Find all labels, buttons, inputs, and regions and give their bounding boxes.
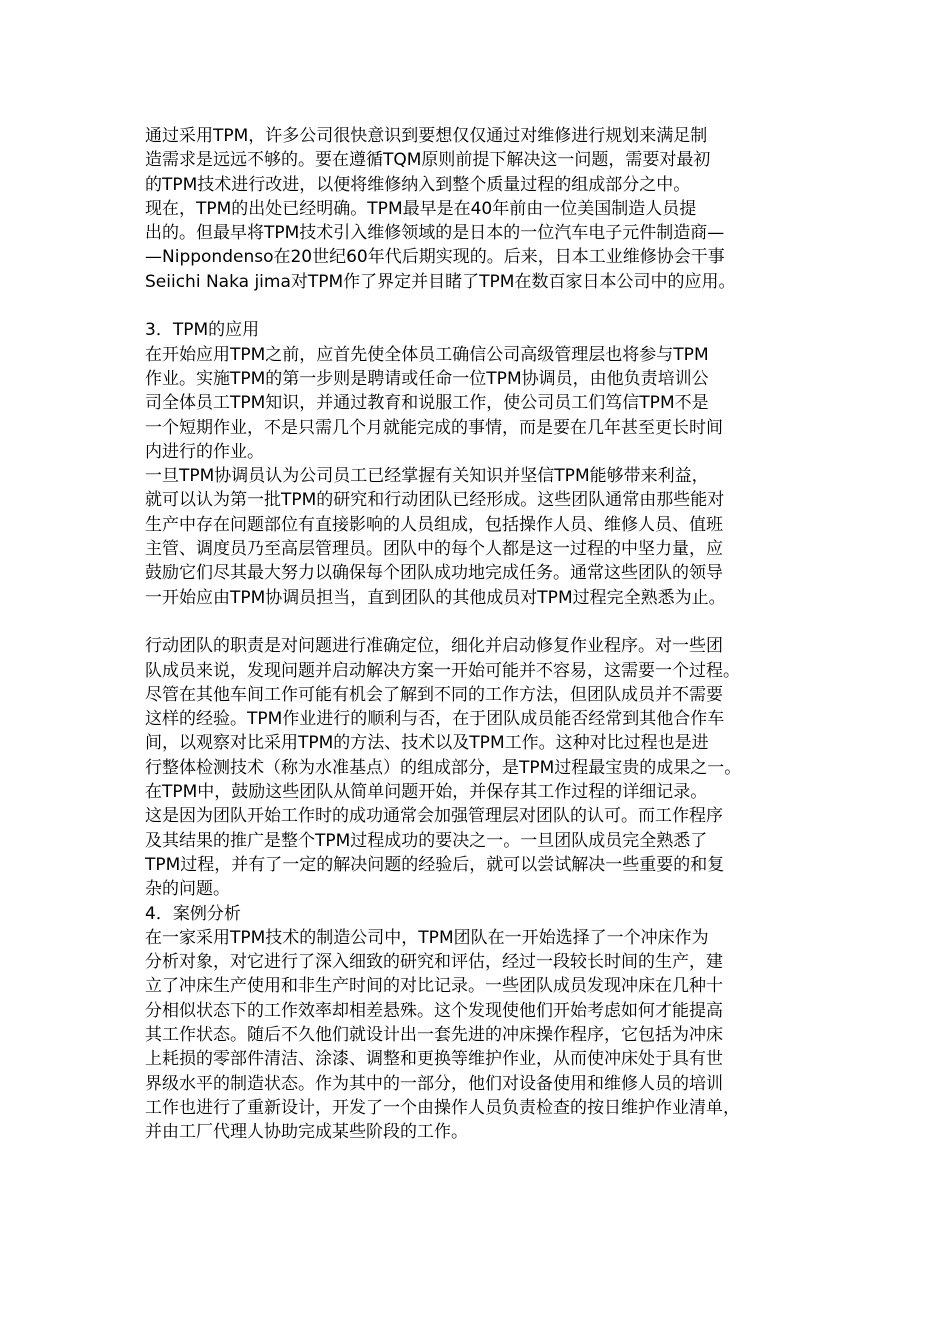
text-line: 界级水平的制造状态。作为其中的一部分，他们对设备使用和维修人员的培训 bbox=[145, 1073, 723, 1094]
text-line: 的TPM技术进行改进，以便将维修纳入到整个质量过程的组成部分之中。 bbox=[145, 174, 691, 195]
text-line: 这样的经验。TPM作业进行的顺利与否，在于团队成员能否经常到其他合作车 bbox=[145, 709, 725, 730]
section-heading: 4．案例分析 bbox=[145, 903, 241, 924]
text-line: 分相似状态下的工作效率却相差悬殊。这个发现使他们开始考虑如何才能提高 bbox=[145, 1000, 723, 1021]
text-line: 这是因为团队开始工作时的成功通常会加强管理层对团队的认可。而工作程序 bbox=[145, 806, 723, 827]
text-line: 现在，TPM的出处已经明确。TPM最早是在40年前由一位美国制造人员提 bbox=[145, 198, 697, 219]
text-line: 一开始应由TPM协调员担当，直到团队的其他成员对TPM过程完全熟悉为止。 bbox=[145, 587, 726, 608]
text-line: 一旦TPM协调员认为公司员工已经掌握有关知识并坚信TPM能够带来利益， bbox=[145, 466, 709, 487]
text-line: 在开始应用TPM之前，应首先使全体员工确信公司高级管理层也将参与TPM bbox=[145, 344, 709, 365]
blank-line bbox=[145, 294, 825, 318]
text-line: Seiichi Naka jima对TPM作了界定并目睹了TPM在数百家日本公司中的应用。 bbox=[145, 271, 736, 292]
text-line: 在TPM中，鼓励这些团队从简单问题开始，并保存其工作过程的详细记录。 bbox=[145, 782, 708, 803]
text-line: 立了冲床生产使用和非生产时间的对比记录。一些团队成员发现冲床在几种十 bbox=[145, 976, 723, 997]
text-line: 及其结果的推广是整个TPM过程成功的要决之一。一旦团队成员完全熟悉了 bbox=[145, 830, 708, 851]
blank-line bbox=[145, 610, 825, 634]
text-line: 造需求是远远不够的。要在遵循TQM原则前提下解决这一问题，需要对最初 bbox=[145, 150, 711, 171]
text-line: 工作也进行了重新设计，开发了一个由操作人员负责检查的按日维护作业清单， bbox=[145, 1097, 740, 1118]
text-line: 生产中存在问题部位有直接影响的人员组成，包括操作人员、维修人员、值班 bbox=[145, 514, 723, 535]
text-line: 主管、调度员乃至高层管理员。团队中的每个人都是这一过程的中坚力量，应 bbox=[145, 539, 723, 560]
text-line: 鼓励它们尽其最大努力以确保每个团队成功地完成任务。通常这些团队的领导 bbox=[145, 563, 723, 584]
text-line: 出的。但最早将TPM技术引入维修领域的是日本的一位汽车电子元件制造商— bbox=[145, 223, 725, 244]
text-line: 分析对象，对它进行了深入细致的研究和评估，经过一段较长时间的生产，建 bbox=[145, 952, 723, 973]
section-heading: 3．TPM的应用 bbox=[145, 320, 260, 341]
text-line: 行动团队的职责是对问题进行准确定位，细化并启动修复作业程序。对一些团 bbox=[145, 636, 723, 657]
text-line: 行整体检测技术（称为水准基点）的组成部分，是TPM过程最宝贵的成果之一。 bbox=[145, 757, 742, 778]
text-line: 内进行的作业。 bbox=[145, 441, 264, 462]
text-line: 间，以观察对比采用TPM的方法、技术以及TPM工作。这种对比过程也是进 bbox=[145, 733, 709, 754]
text-line: 就可以认为第一批TPM的研究和行动团队已经形成。这些团队通常由那些能对 bbox=[145, 490, 725, 511]
text-line: 上耗损的零部件清洁、涂漆、调整和更换等维护作业，从而使冲床处于具有世 bbox=[145, 1049, 723, 1070]
text-line: 司全体员工TPM知识，并通过教育和说服工作，使公司员工们笃信TPM不是 bbox=[145, 393, 709, 414]
text-line: TPM过程，并有了一定的解决问题的经验后，就可以尝试解决一些重要的和复 bbox=[145, 854, 725, 875]
text-line: 杂的问题。 bbox=[145, 879, 230, 900]
text-line: 在一家采用TPM技术的制造公司中，TPM团队在一开始选择了一个冲床作为 bbox=[145, 927, 709, 948]
text-line: 一个短期作业，不是只需几个月就能完成的事情，而是要在几年甚至更长时间 bbox=[145, 417, 723, 438]
text-line: —Nippondenso在20世纪60年代后期实现的。后来，日本工业维修协会干事 bbox=[145, 247, 725, 268]
text-line: 其工作状态。随后不久他们就设计出一套先进的冲床操作程序，它包括为冲床 bbox=[145, 1024, 723, 1045]
document-body bbox=[145, 124, 825, 1144]
text-line: 并由工厂代理人协助完成某些阶段的工作。 bbox=[145, 1122, 468, 1143]
text-line: 尽管在其他车间工作可能有机会了解到不同的工作方法，但团队成员并不需要 bbox=[145, 684, 723, 705]
text-line: 作业。实施TPM的第一步则是聘请或任命一位TPM协调员，由他负责培训公 bbox=[145, 368, 709, 389]
text-line: 通过采用TPM，许多公司很快意识到要想仅仅通过对维修进行规划来满足制 bbox=[145, 126, 708, 146]
text-line: 队成员来说，发现问题并启动解决方案一开始可能并不容易，这需要一个过程。 bbox=[145, 660, 740, 681]
